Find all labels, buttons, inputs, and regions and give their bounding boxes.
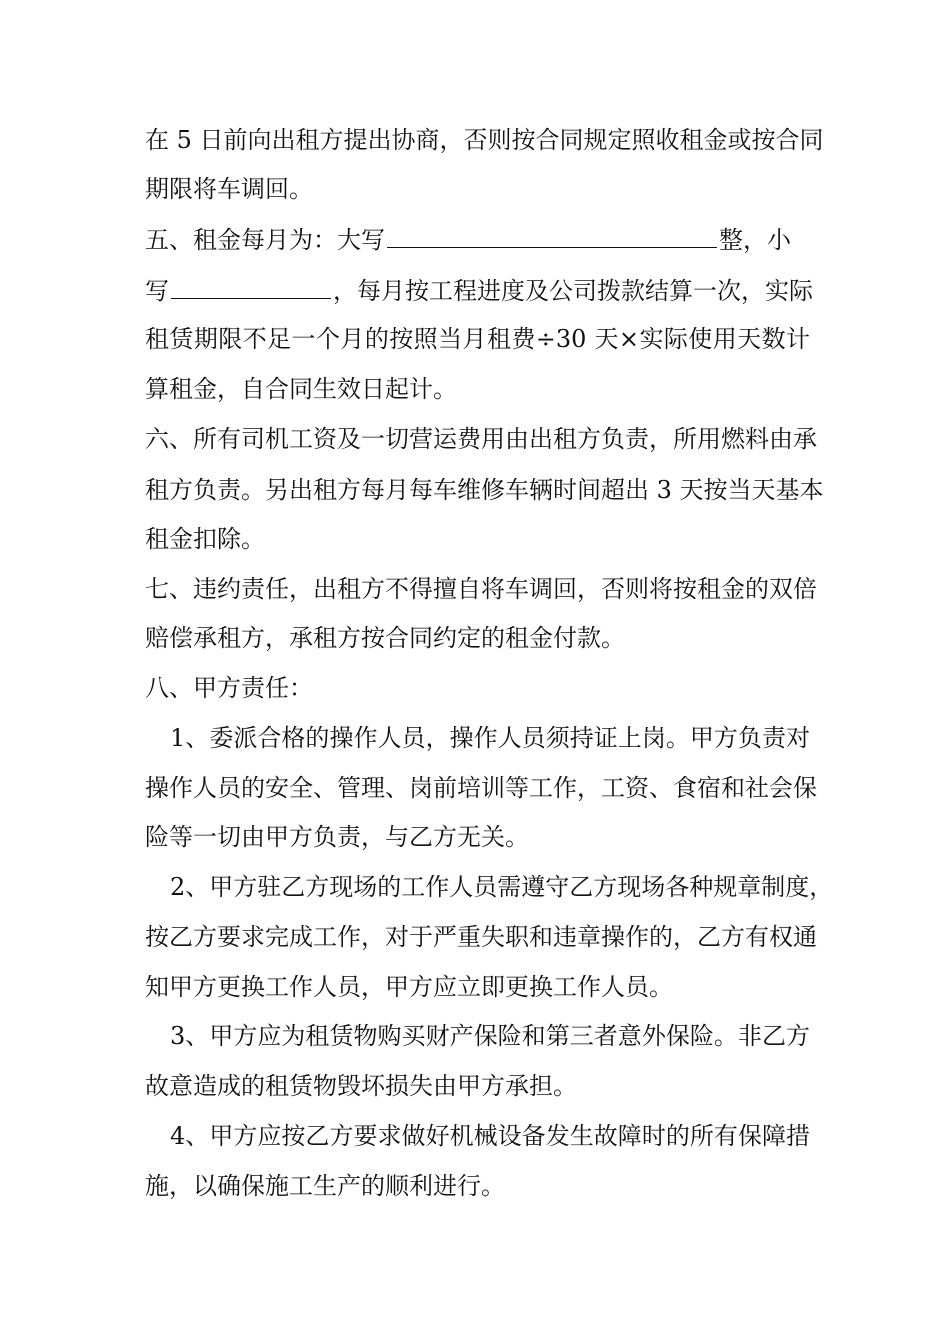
rent-words-blank xyxy=(387,219,717,248)
rent-words-suffix: 整，小 xyxy=(719,226,791,254)
rent-figure-suffix: ，每月按工程进度及公司拨款结算一次，实际 xyxy=(333,277,813,305)
text-line: 赔偿承租方，承租方按合同约定的租金付款。 xyxy=(145,624,625,652)
text-line: 七、违约责任，出租方不得擅自将车调回，否则将按租金的双倍 xyxy=(145,575,817,603)
text-line: 六、所有司机工资及一切营运费用由出租方负责，所用燃料由承 xyxy=(145,425,817,453)
text-line: 2、甲方驻乙方现场的工作人员需遵守乙方现场各种规章制度， xyxy=(170,873,834,901)
text-line: 施，以确保施工生产的顺利进行。 xyxy=(145,1172,505,1200)
text-line: 在 5 日前向出租方提出协商，否则按合同规定照收租金或按合同 xyxy=(145,126,824,154)
text-line: 3、甲方应为租赁物购买财产保险和第三者意外保险。非乙方 xyxy=(170,1022,810,1050)
text-line: 期限将车调回。 xyxy=(145,175,313,203)
rent-amount-line xyxy=(145,219,810,259)
text-line: 按乙方要求完成工作，对于严重失职和违章操作的，乙方有权通 xyxy=(145,923,817,951)
text-line: 租赁期限不足一个月的按照当月租费÷30 天×实际使用天数计 xyxy=(145,325,810,353)
rent-words-label: 五、租金每月为：大写 xyxy=(145,226,385,254)
rent-figure-blank xyxy=(171,270,331,299)
text-line: 故意造成的租赁物毁坏损失由甲方承担。 xyxy=(145,1072,577,1100)
text-line: 操作人员的安全、管理、岗前培训等工作，工资、食宿和社会保 xyxy=(145,774,817,802)
text-line: 险等一切由甲方负责，与乙方无关。 xyxy=(145,823,529,851)
section-heading: 八、甲方责任： xyxy=(145,674,313,702)
rent-figure-line xyxy=(145,270,813,310)
text-line: 4、甲方应按乙方要求做好机械设备发生故障时的所有保障措 xyxy=(170,1122,810,1150)
rent-figure-label: 写 xyxy=(145,277,169,305)
text-line: 租方负责。另出租方每月每车维修车辆时间超出 3 天按当天基本 xyxy=(145,476,824,504)
text-line: 知甲方更换工作人员，甲方应立即更换工作人员。 xyxy=(145,973,673,1001)
text-line: 租金扣除。 xyxy=(145,525,265,553)
text-line: 1、委派合格的操作人员，操作人员须持证上岗。甲方负责对 xyxy=(170,724,810,752)
text-line: 算租金，自合同生效日起计。 xyxy=(145,375,457,403)
